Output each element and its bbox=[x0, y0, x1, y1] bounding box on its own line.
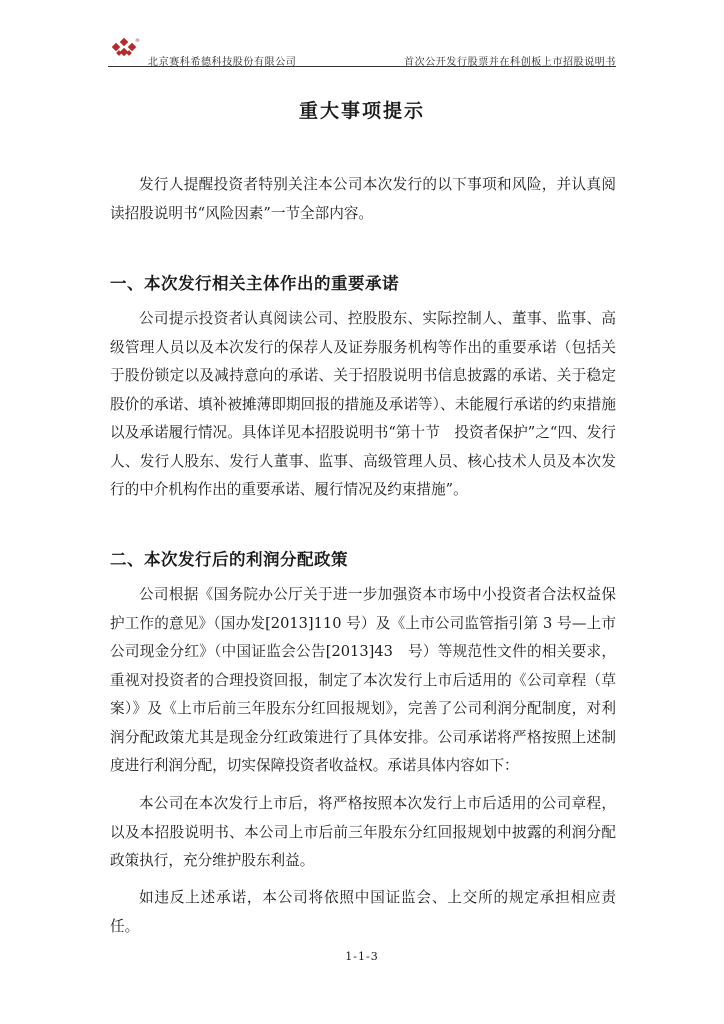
logo-icon bbox=[110, 36, 140, 60]
company-logo bbox=[110, 36, 140, 60]
header-divider bbox=[108, 66, 616, 67]
page-header bbox=[108, 36, 616, 66]
section-2-paragraph-3: 如违反上述承诺，本公司将依照中国证监会、上交所的规定承担相应责任。 bbox=[110, 889, 616, 935]
registered-mark: ® bbox=[135, 38, 140, 44]
intro-paragraph: 发行人提醒投资者特别关注本公司本次发行的以下事项和风险，并认真阅读招股说明书“风险因素”一节全部内容。 bbox=[110, 176, 616, 222]
section-2-paragraph-1: 公司根据《国务院办公厅关于进一步加强资本市场中小投资者合法权益保护工作的意见》（国办发[2013]110 号）及《上市公司监管指引第 3 号—上市公司现金分红》（中国证监会公告[2013]43 号）等规范性文件的相关要求，重视对投资者的合理投资回报，制定了本次发行上市后适用的《公司章程（草案）》及《上市后前三年股东分红回报规划》，完善了公司利润分配制度，对利润分配政策尤其是现金分红政策进行了具体安排。公司承诺将严格按照上述制度进行利润分配，切实保障投资者收益权。承诺具体内容如下： bbox=[110, 586, 616, 774]
section-heading-1: 一、本次发行相关主体作出的重要承诺 bbox=[110, 274, 399, 293]
page-number: 1-1-3 bbox=[345, 950, 379, 963]
section-2-paragraph-2: 本公司在本次发行上市后，将严格按照本次发行上市后适用的公司章程，以及本招股说明书、本公司上市后前三年股东分红回报规划中披露的利润分配政策执行，充分维护股东利益。 bbox=[110, 795, 616, 869]
section-heading-2: 二、本次发行后的利润分配政策 bbox=[110, 550, 348, 569]
header-document-name: 首次公开发行股票并在科创板上市招股说明书 bbox=[404, 57, 616, 68]
section-1-paragraph-1: 公司提示投资者认真阅读公司、控股股东、实际控制人、董事、监事、高级管理人员以及本次发行的保荐人及证券服务机构等作出的重要承诺（包括关于股份锁定以及减持意向的承诺、关于招股说明书信息披露的承诺、关于稳定股价的承诺、填补被摊薄即期回报的措施及承诺等）、未能履行承诺的约束措施以及承诺履行情况。具体详见本招股说明书“第十节 投资者保护”之“四、发行人、发行人股东、发行人董事、监事、高级管理人员、核心技术人员及本次发行的中介机构作出的重要承诺、履行情况及约束措施”。 bbox=[110, 310, 616, 498]
header-company-name: 北京赛科希德科技股份有限公司 bbox=[148, 57, 297, 68]
page-title: 重大事项提示 bbox=[298, 100, 425, 122]
